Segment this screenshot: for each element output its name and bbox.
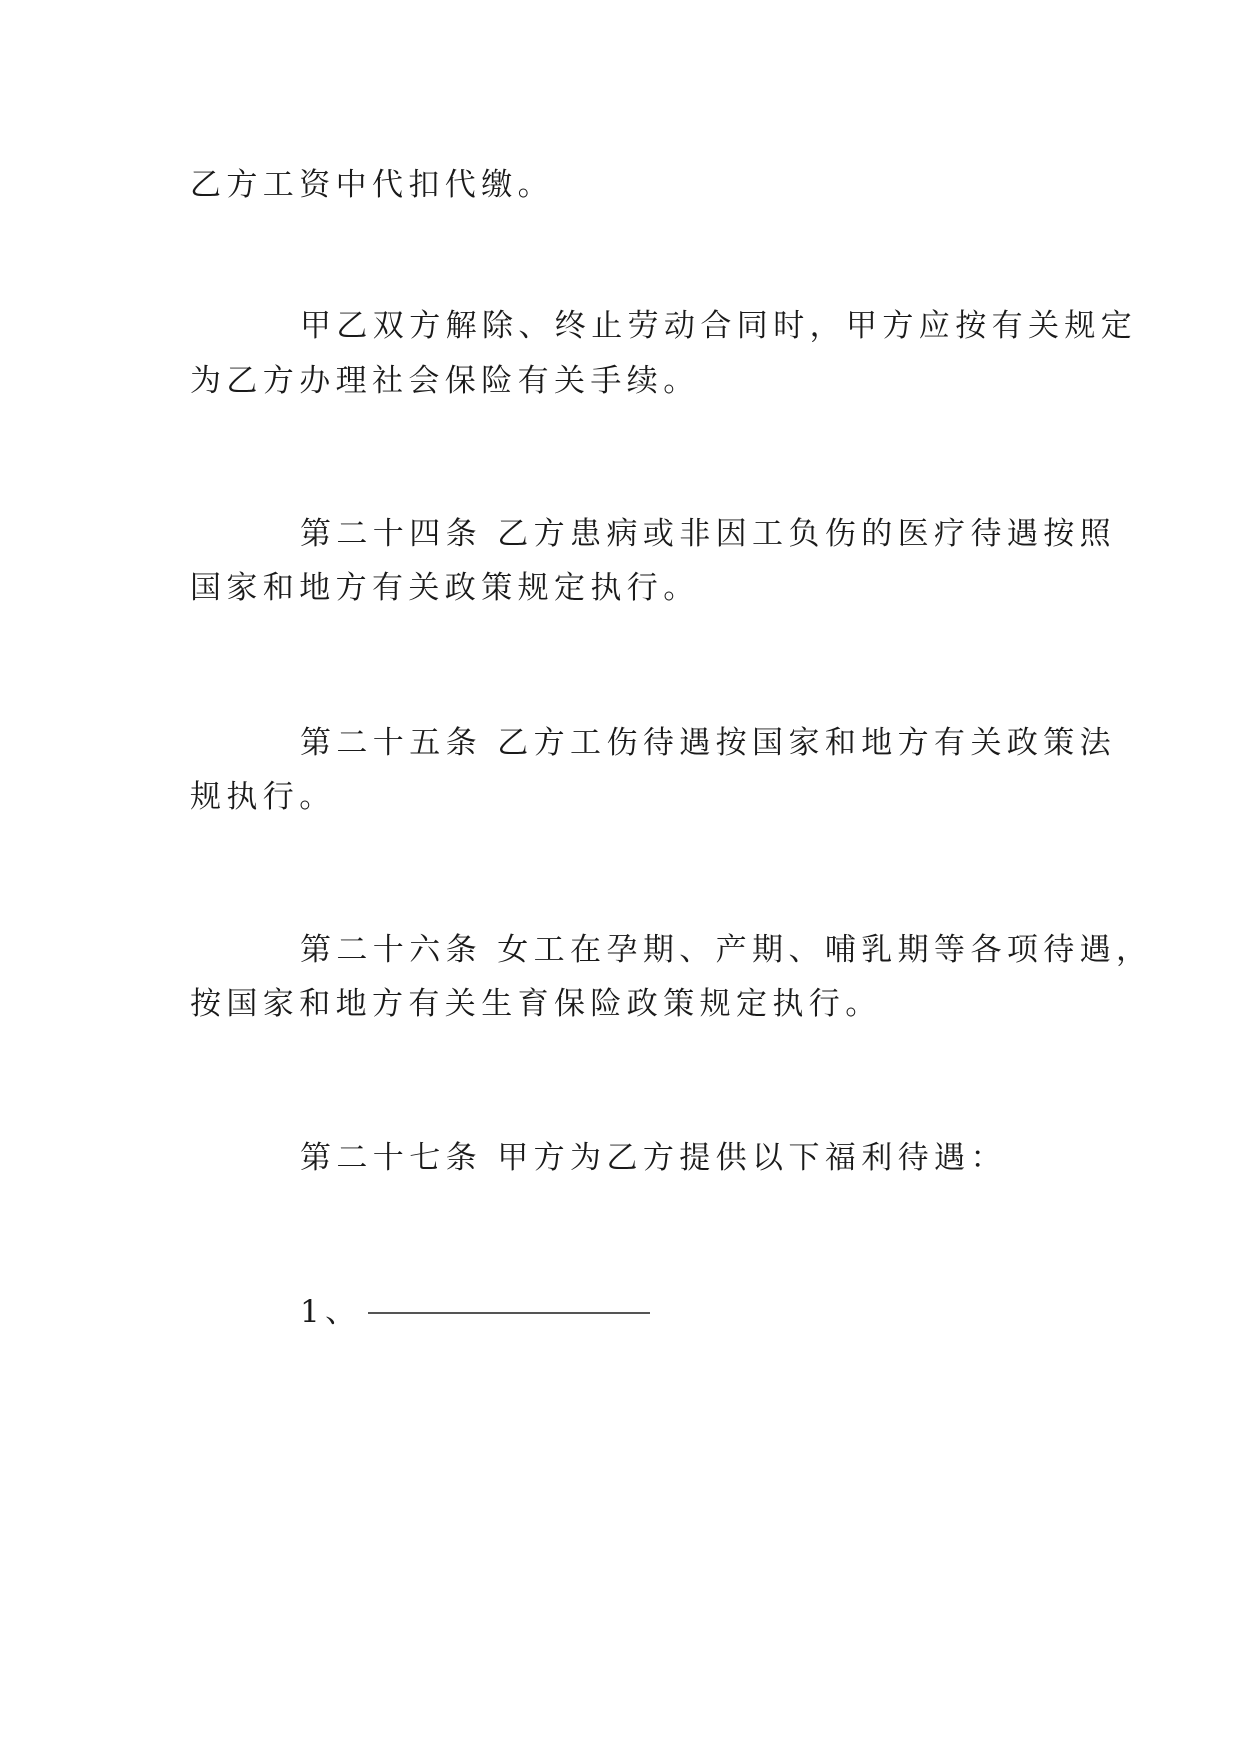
article-26-line: 按国家和地方有关生育保险政策规定执行。 [190,986,882,1022]
article-25-line: 规执行。 [190,779,336,815]
paragraph-line: 为乙方办理社会保险有关手续。 [190,363,700,399]
article-24-line: 国家和地方有关政策规定执行。 [190,570,700,606]
paragraph-line: 甲乙双方解除、终止劳动合同时，甲方应按有关规定 [300,308,1138,344]
paragraph-line: 乙方工资中代扣代缴。 [190,167,554,203]
article-27-line: 第二十七条 甲方为乙方提供以下福利待遇： [300,1140,1007,1176]
fill-in-blank-line [368,1312,650,1314]
article-25-line: 第二十五条 乙方工伤待遇按国家和地方有关政策法 [300,725,1117,761]
list-item [300,1292,1060,1332]
list-item-number: 1、 [300,1294,362,1330]
article-26-line: 第二十六条 女工在孕期、产期、哺乳期等各项待遇， [300,932,1153,968]
article-24-line: 第二十四条 乙方患病或非因工负伤的医疗待遇按照 [300,516,1117,552]
